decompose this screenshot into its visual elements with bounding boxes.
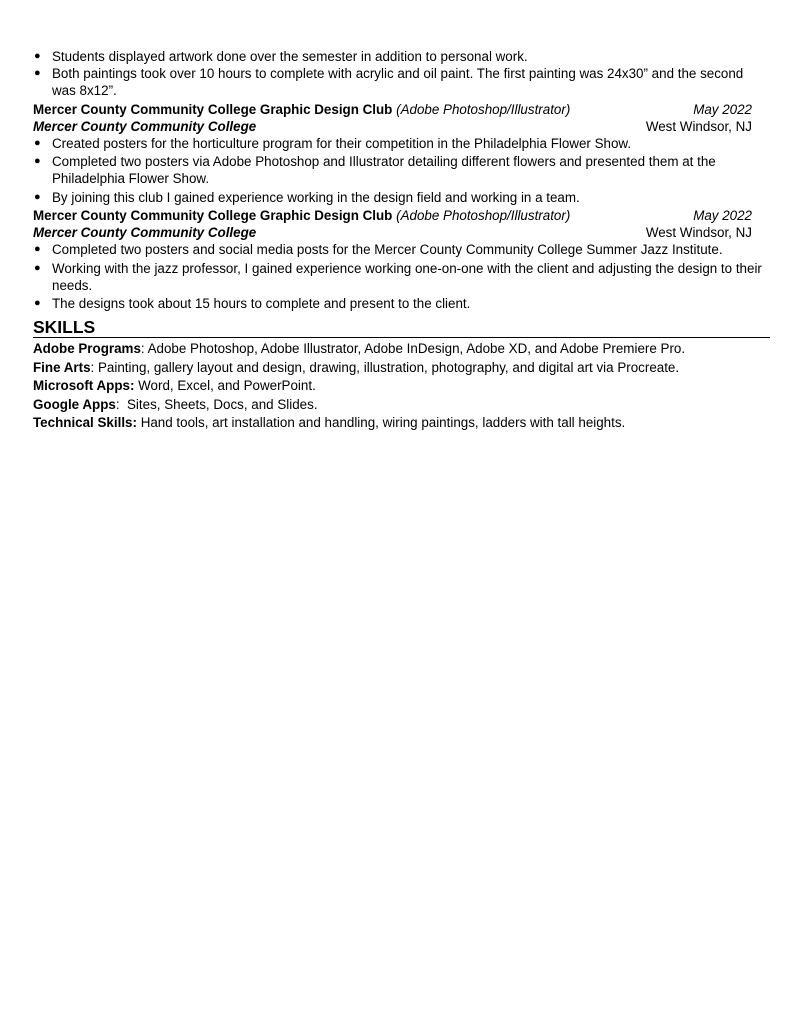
bullet-dot-icon: ● <box>34 297 41 309</box>
skill-text: Sites, Sheets, Docs, and Slides. <box>127 396 318 412</box>
entry-organization: Mercer County Community College <box>33 225 257 240</box>
entry-title: Mercer County Community College Graphic Design Club <box>33 101 393 117</box>
entry-tools: (Adobe Photoshop/Illustrator) <box>396 208 571 223</box>
resume-page <box>33 48 770 433</box>
entry-subheader <box>33 118 752 135</box>
skill-label: Technical Skills: <box>33 415 137 430</box>
bullet-dot-icon: ● <box>34 155 41 167</box>
entry-subheader <box>33 224 752 241</box>
bullet-item <box>33 135 770 152</box>
skill-text: Hand tools, art installation and handling, wiring paintings, ladders with tall heights. <box>140 415 626 430</box>
skill-label: Microsoft Apps: <box>33 378 135 393</box>
skills-list <box>33 340 770 431</box>
bullet-text: By joining this club I gained experience working in the design field and working in a team. <box>52 189 580 205</box>
skill-separator: : <box>140 341 148 356</box>
entry-title: Mercer County Community College Graphic Design Club <box>33 208 393 223</box>
skill-label: Google Apps <box>33 396 116 412</box>
bullet-item <box>33 48 770 65</box>
bullet-text: Completed two posters via Adobe Photoshop and Illustrator detailing different flowers and presented them at the Philadelphia Flower Show. <box>52 154 716 186</box>
skill-text: Word, Excel, and PowerPoint. <box>138 378 316 393</box>
bullet-text: Both paintings took over 10 hours to complete with acrylic and oil paint. The first painting was 24x30” and the second was 8x12”. <box>52 66 744 98</box>
skill-line <box>33 414 770 431</box>
experience-entry <box>33 207 770 312</box>
skill-separator: : <box>115 396 127 412</box>
bullet-item <box>33 189 770 206</box>
entry-tools: (Adobe Photoshop/Illustrator) <box>396 101 571 117</box>
skill-line <box>33 340 770 357</box>
bullet-dot-icon: ● <box>34 243 41 255</box>
entry-bullets <box>33 241 770 312</box>
bullet-dot-icon: ● <box>34 136 41 149</box>
entry-bullets <box>33 135 770 206</box>
bullet-text: Completed two posters and social media posts for the Mercer County Community College Summer Jazz Institute. <box>52 242 723 257</box>
bullet-text: Working with the jazz professor, I gained experience working one-on-one with the client and adjusting the design to their needs. <box>52 260 762 293</box>
entry-header <box>33 207 752 224</box>
entry-location: West Windsor, NJ <box>645 118 752 134</box>
skill-line <box>33 377 770 394</box>
skill-line <box>33 396 770 413</box>
skill-label: Fine Arts <box>33 359 91 375</box>
previous-entry-bullets <box>33 48 770 99</box>
bullet-item <box>33 65 770 99</box>
bullet-item <box>33 260 770 294</box>
entry-organization: Mercer County Community College <box>33 118 257 134</box>
skill-text: Adobe Photoshop, Adobe Illustrator, Adobe InDesign, Adobe XD, and Adobe Premiere Pro. <box>147 341 686 356</box>
entry-header <box>33 101 752 118</box>
bullet-item <box>33 153 770 187</box>
bullet-text: Students displayed artwork done over the semester in addition to personal work. <box>52 49 528 64</box>
bullet-dot-icon: ● <box>34 50 41 62</box>
bullet-text: The designs took about 15 hours to complete and present to the client. <box>52 296 471 311</box>
bullet-dot-icon: ● <box>34 67 41 79</box>
bullet-item <box>33 241 770 258</box>
skill-line <box>33 359 770 376</box>
bullet-text: Created posters for the horticulture program for their competition in the Philadelphia Flower Show. <box>52 135 632 151</box>
entry-location: West Windsor, NJ <box>645 225 752 240</box>
skill-text: Painting, gallery layout and design, drawing, illustration, photography, and digital art via Procreate. <box>98 359 680 375</box>
bullet-dot-icon: ● <box>34 190 41 203</box>
skills-heading: SKILLS <box>33 317 770 338</box>
entry-date: May 2022 <box>693 101 752 117</box>
skill-separator: : <box>90 359 98 375</box>
entry-date: May 2022 <box>693 208 752 223</box>
skill-label: Adobe Programs <box>33 341 141 356</box>
experience-entry <box>33 101 770 206</box>
bullet-item <box>33 295 770 312</box>
bullet-dot-icon: ● <box>34 261 41 274</box>
